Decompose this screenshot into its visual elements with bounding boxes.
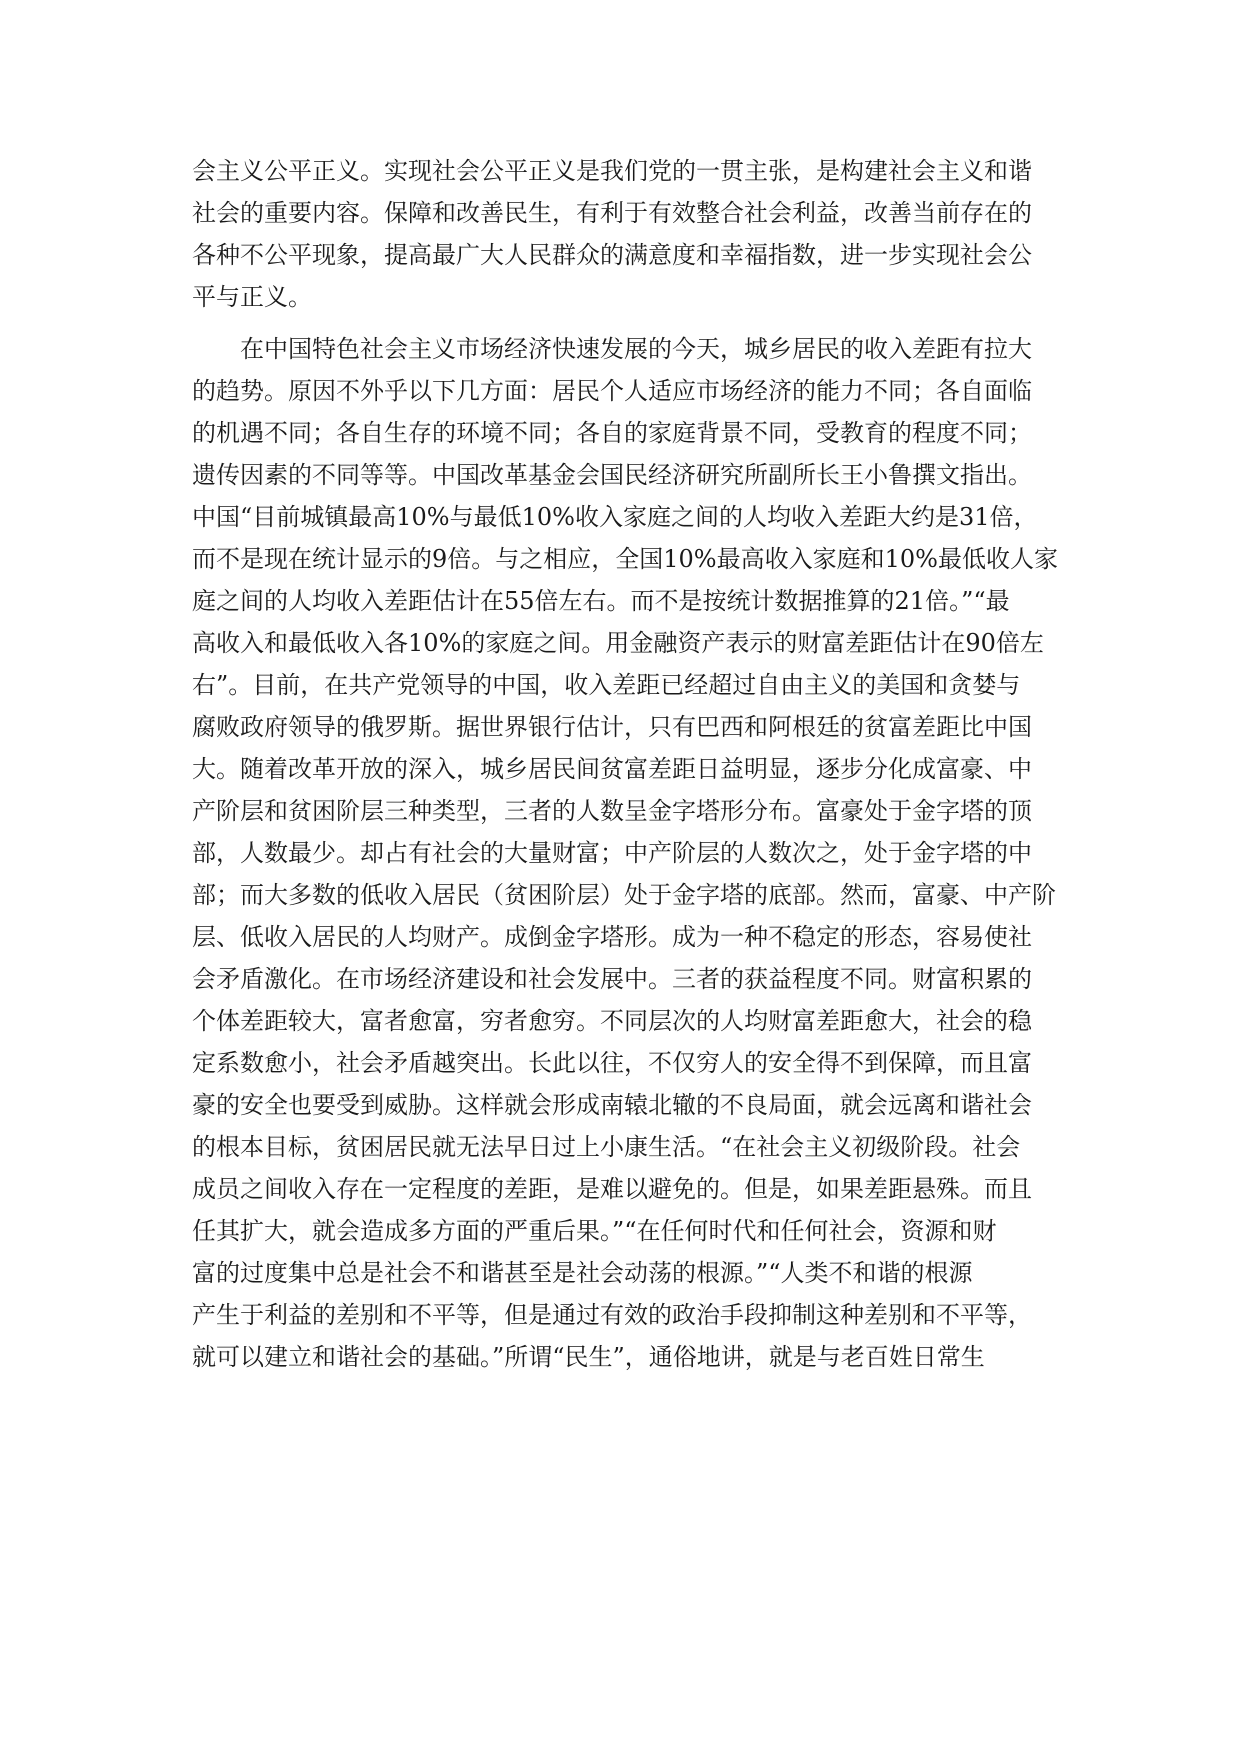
text-line: 会主义公平正义。实现社会公平正义是我们党的一贯主张，是构建社会主义和谐 bbox=[192, 157, 1032, 185]
text-line: 任其扩大，就会造成多方面的严重后果。”“在任何时代和任何社会，资源和财 bbox=[192, 1217, 997, 1245]
text-line: 产阶层和贫困阶层三种类型，三者的人数呈金字塔形分布。富豪处于金字塔的顶 bbox=[192, 797, 1032, 825]
text-line: 中国“目前城镇最高10%与最低10%收入家庭之间的人均收入差距大约是31倍， bbox=[192, 503, 1038, 531]
text-line: 就可以建立和谐社会的基础。”所谓“民生”，通俗地讲，就是与老百姓日常生 bbox=[192, 1343, 985, 1371]
text-line: 的根本目标，贫困居民就无法早日过上小康生活。“在社会主义初级阶段。社会 bbox=[192, 1133, 1021, 1161]
text-line: 遗传因素的不同等等。中国改革基金会国民经济研究所副所长王小鲁撰文指出。 bbox=[192, 461, 1032, 489]
paragraph-1 bbox=[192, 150, 1064, 318]
text-line: 的机遇不同；各自生存的环境不同；各自的家庭背景不同，受教育的程度不同； bbox=[192, 419, 1032, 447]
text-line: 个体差距较大，富者愈富，穷者愈穷。不同层次的人均财富差距愈大，社会的稳 bbox=[192, 1007, 1032, 1035]
text-line: 庭之间的人均收入差距估计在55倍左右。而不是按统计数据推算的21倍。”“最 bbox=[192, 587, 1010, 615]
text-line: 定系数愈小，社会矛盾越突出。长此以往，不仅穷人的安全得不到保障，而且富 bbox=[192, 1049, 1032, 1077]
text-line: 富的过度集中总是社会不和谐甚至是社会动荡的根源。”“人类不和谐的根源 bbox=[192, 1259, 973, 1287]
paragraph-2 bbox=[192, 328, 1064, 1378]
text-line: 成员之间收入存在一定程度的差距，是难以避免的。但是，如果差距悬殊。而且 bbox=[192, 1175, 1032, 1203]
text-line: 豪的安全也要受到威胁。这样就会形成南辕北辙的不良局面，就会远离和谐社会 bbox=[192, 1091, 1032, 1119]
text-line: 而不是现在统计显示的9倍。与之相应，全国10%最高收入家庭和10%最低收人家 bbox=[192, 545, 1058, 573]
text-line: 各种不公平现象，提高最广大人民群众的满意度和幸福指数，进一步实现社会公 bbox=[192, 241, 1032, 269]
text-line: 层、低收入居民的人均财产。成倒金字塔形。成为一种不稳定的形态，容易使社 bbox=[192, 923, 1032, 951]
text-line: 社会的重要内容。保障和改善民生，有利于有效整合社会利益，改善当前存在的 bbox=[192, 199, 1032, 227]
text-line: 部；而大多数的低收入居民（贫困阶层）处于金字塔的底部。然而，富豪、中产阶 bbox=[192, 881, 1056, 909]
text-line: 产生于利益的差别和不平等，但是通过有效的政治手段抑制这种差别和不平等， bbox=[192, 1301, 1032, 1329]
text-line: 部，人数最少。却占有社会的大量财富；中产阶层的人数次之，处于金字塔的中 bbox=[192, 839, 1032, 867]
document-body bbox=[192, 150, 1064, 1378]
text-line: 右”。目前，在共产党领导的中国，收入差距已经超过自由主义的美国和贪婪与 bbox=[192, 671, 1021, 699]
text-line: 平与正义。 bbox=[192, 283, 312, 311]
text-line: 腐败政府领导的俄罗斯。据世界银行估计，只有巴西和阿根廷的贫富差距比中国 bbox=[192, 713, 1032, 741]
text-line: 高收入和最低收入各10%的家庭之间。用金融资产表示的财富差距估计在90倍左 bbox=[192, 629, 1044, 657]
text-line: 会矛盾激化。在市场经济建设和社会发展中。三者的获益程度不同。财富积累的 bbox=[192, 965, 1032, 993]
text-line: 大。随着改革开放的深入，城乡居民间贫富差距日益明显，逐步分化成富豪、中 bbox=[192, 755, 1032, 783]
text-line: 的趋势。原因不外乎以下几方面：居民个人适应市场经济的能力不同；各自面临 bbox=[192, 377, 1032, 405]
text-line: 在中国特色社会主义市场经济快速发展的今天，城乡居民的收入差距有拉大 bbox=[240, 335, 1032, 363]
paragraph-spacer bbox=[192, 318, 1064, 328]
